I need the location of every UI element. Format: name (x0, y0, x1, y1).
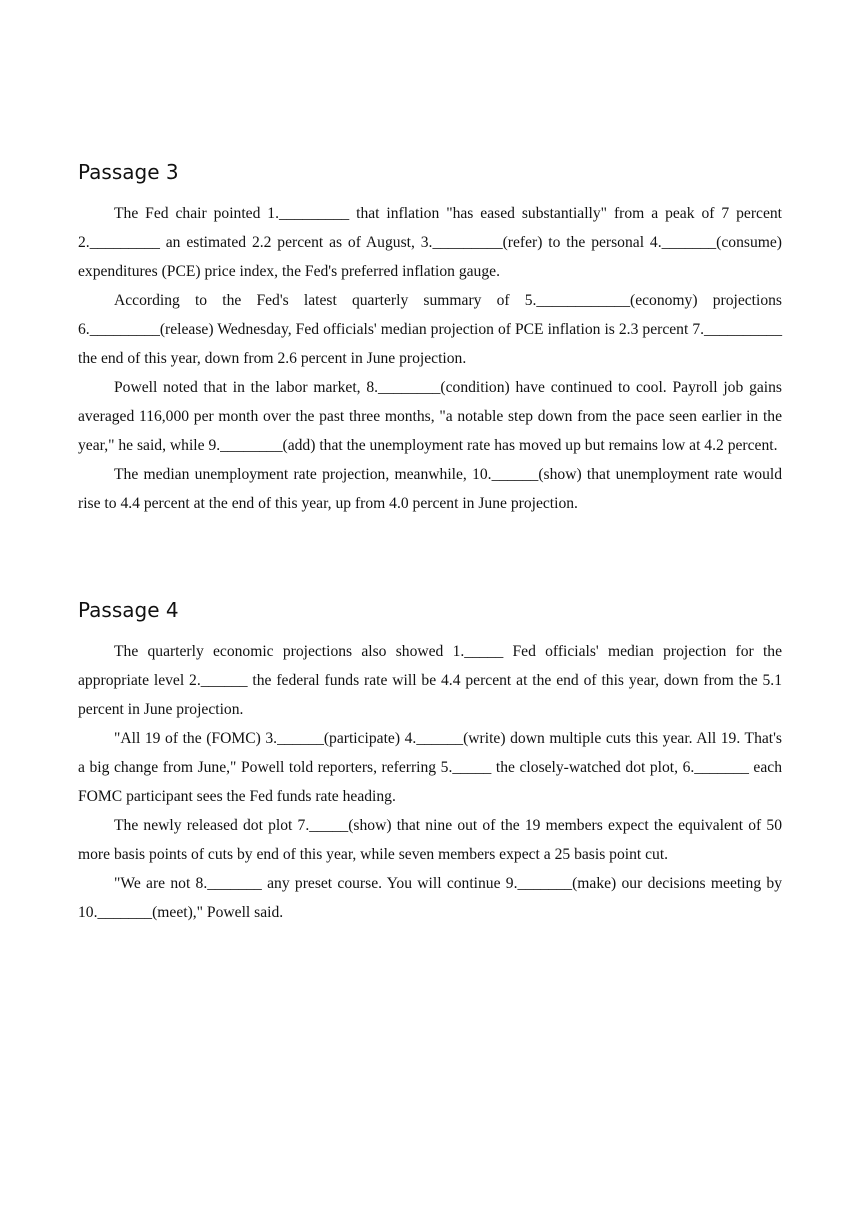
passage-3-body (78, 199, 782, 518)
passage-4-paragraph-1: The quarterly economic projections also showed 1._____ Fed officials' median projection for the appropriate level 2.______ the federal funds rate will be 4.4 percent at the end of this year, down from the 5.1 percent in June projection. (78, 643, 782, 718)
passage-3-paragraph-2: According to the Fed's latest quarterly summary of 5.____________(economy) projections 6._________(release) Wednesday, Fed officials' median projection of PCE inflation is 2.3 percent 7.__________ the end of this year, down from 2.6 percent in June projection. (78, 292, 782, 367)
passage-3-paragraph-1: The Fed chair pointed 1._________ that inflation "has eased substantially" from a peak of 7 percent 2._________ an estimated 2.2 percent as of August, 3._________(refer) to the personal 4._______(consume) expenditures (PCE) price index, the Fed's preferred inflation gauge. (78, 205, 782, 280)
passage-4-paragraph-3: The newly released dot plot 7._____(show) that nine out of the 19 members expect the equivalent of 50 more basis points of cuts by end of this year, while seven members expect a 25 basis point cut. (78, 817, 782, 863)
passage-3-paragraph-3: Powell noted that in the labor market, 8.________(condition) have continued to cool. Payroll job gains averaged 116,000 per month over the past three months, "a notable step down from the pace seen earlier in the year," he said, while 9.________(add) that the unemployment rate has moved up but remains low at 4.2 percent. (78, 379, 782, 454)
passage-3-paragraph-4: The median unemployment rate projection, meanwhile, 10.______(show) that unemployment rate would rise to 4.4 percent at the end of this year, up from 4.0 percent in June projection. (78, 466, 782, 512)
passage-4-body (78, 637, 782, 927)
passage-4-title: Passage 4 (78, 598, 179, 622)
passage-4-paragraph-4: "We are not 8._______ any preset course. You will continue 9._______(make) our decisions meeting by 10._______(meet)," Powell said. (78, 875, 782, 921)
passage-3-title: Passage 3 (78, 160, 179, 184)
passage-4-paragraph-2: "All 19 of the (FOMC) 3.______(participate) 4.______(write) down multiple cuts this year. All 19. That's a big change from June," Powell told reporters, referring 5._____ the closely-watched dot plot, 6._______ each FOMC participant sees the Fed funds rate heading. (78, 730, 782, 805)
